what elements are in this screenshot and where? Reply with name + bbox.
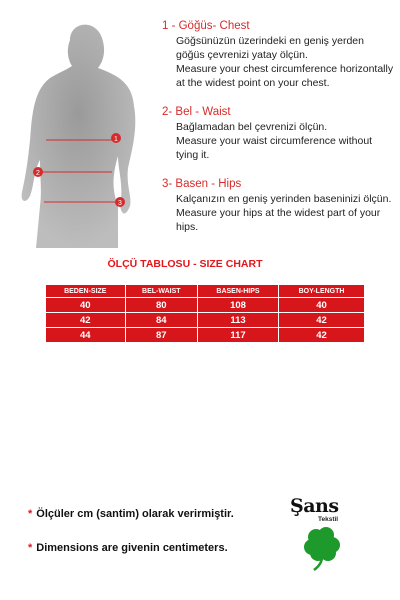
table-cell: 84 xyxy=(125,313,197,328)
table-cell: 87 xyxy=(125,328,197,343)
svg-text:1: 1 xyxy=(114,136,118,143)
header-length: BOY-LENGTH xyxy=(279,285,365,298)
table-row xyxy=(46,298,365,313)
logo-name: Şans xyxy=(290,495,339,517)
asterisk: * xyxy=(28,542,33,554)
table-cell: 40 xyxy=(46,298,126,313)
table-cell: 108 xyxy=(198,298,279,313)
header-size: BEDEN-SIZE xyxy=(46,285,126,298)
size-chart-table xyxy=(45,284,365,343)
chest-text-en: Measure your chest circumference horizontally at the widest point on your chest. xyxy=(176,63,394,89)
table-cell: 42 xyxy=(46,313,126,328)
waist-text-tr: Bağlamadan bel çevrenizi ölçün. xyxy=(176,121,328,133)
table-cell: 80 xyxy=(125,298,197,313)
table-header-row xyxy=(46,285,365,298)
table-cell: 42 xyxy=(279,313,365,328)
clover-icon xyxy=(298,523,348,571)
logo-subtitle: Tekstil xyxy=(318,516,339,523)
hips-text-tr: Kalçanızın en geniş yerinden baseninizi ölçün. xyxy=(176,193,392,205)
marker-3 xyxy=(115,197,125,207)
table-row xyxy=(46,313,365,328)
table-cell: 44 xyxy=(46,328,126,343)
note-text-en: Dimensions are givenin centimeters. xyxy=(36,542,228,554)
header-waist: BEL-WAIST xyxy=(125,285,197,298)
brand-logo xyxy=(288,495,368,575)
header-hips: BASEN-HIPS xyxy=(198,285,279,298)
table-row xyxy=(46,328,365,343)
hips-text-en: Measure your hips at the widest part of your hips. xyxy=(176,207,381,233)
chest-text-tr: Göğsünüzün üzerindeki en geniş yerden göğüs çevrenizi yatay ölçün. xyxy=(176,35,364,61)
chest-instructions xyxy=(162,19,394,90)
size-chart-title: ÖLÇÜ TABLOSU - SIZE CHART xyxy=(107,258,263,270)
hips-instructions xyxy=(162,177,394,234)
asterisk: * xyxy=(28,508,33,520)
table-cell: 40 xyxy=(279,298,365,313)
marker-1 xyxy=(111,133,121,143)
body-silhouette xyxy=(0,10,160,250)
chest-title: 1 - Göğüs- Chest xyxy=(162,20,250,32)
marker-2 xyxy=(33,167,43,177)
waist-title: 2- Bel - Waist xyxy=(162,106,231,118)
hips-title: 3- Basen - Hips xyxy=(162,178,242,190)
svg-text:3: 3 xyxy=(118,200,122,207)
svg-text:2: 2 xyxy=(36,170,40,177)
table-cell: 42 xyxy=(279,328,365,343)
note-text-tr: Ölçüler cm (santim) olarak verirmiştir. xyxy=(36,508,234,520)
waist-text-en: Measure your waist circumference without tying it. xyxy=(176,135,373,161)
note-cm-tr xyxy=(28,508,234,520)
silhouette-figure xyxy=(0,10,160,250)
table-cell: 113 xyxy=(198,313,279,328)
table-cell: 117 xyxy=(198,328,279,343)
waist-instructions xyxy=(162,105,394,162)
note-cm-en xyxy=(28,542,228,554)
